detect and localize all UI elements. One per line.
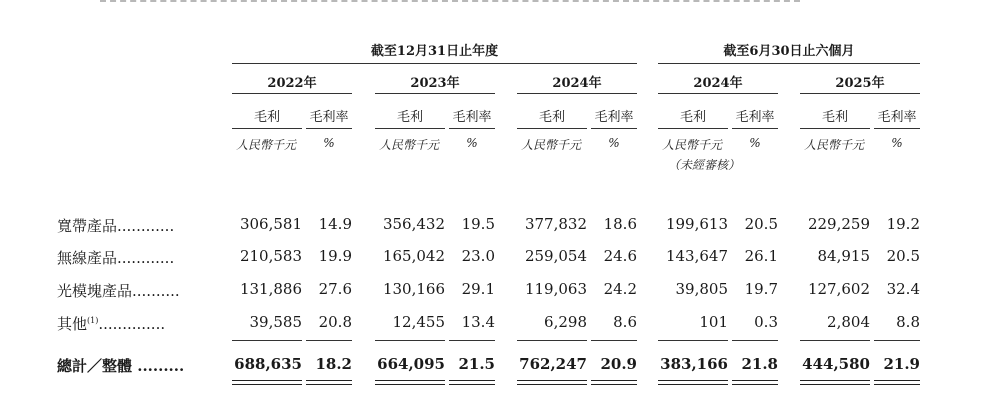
year-header: 2025年 bbox=[835, 76, 885, 91]
gp-header: 毛利 bbox=[821, 110, 848, 125]
gross-margin-cell: 18.6 bbox=[603, 215, 637, 233]
col-header-rule bbox=[232, 128, 302, 129]
gross-profit-cell: 377,832 bbox=[524, 215, 587, 233]
gross-profit-cell: 306,581 bbox=[239, 215, 302, 233]
gross-margin-cell: 19.7 bbox=[744, 280, 778, 298]
gross-margin-cell: 8.8 bbox=[896, 313, 920, 331]
col-header-rule bbox=[591, 128, 637, 129]
gross-profit-cell: 12,455 bbox=[392, 313, 445, 331]
gross-margin-cell: 20.8 bbox=[318, 313, 352, 331]
total-row-label bbox=[57, 355, 184, 376]
year-header: 2024年 bbox=[552, 76, 602, 91]
unit-rmb: 人民幣千元 bbox=[520, 138, 581, 152]
row-label-text: 無線產品............ bbox=[57, 249, 175, 267]
gross-margin-cell: 19.2 bbox=[886, 215, 920, 233]
gross-profit-cell: 130,166 bbox=[382, 280, 445, 298]
subtotal-rule bbox=[591, 340, 637, 341]
total-double-rule bbox=[732, 380, 778, 385]
gross-margin-cell: 21.8 bbox=[741, 355, 778, 373]
gross-profit-cell: 199,613 bbox=[665, 215, 728, 233]
gross-profit-cell: 143,647 bbox=[665, 247, 728, 265]
annual-group-rule bbox=[232, 63, 637, 64]
footnote-marker: (1) bbox=[87, 316, 99, 325]
col-header-rule bbox=[800, 128, 870, 129]
year-rule bbox=[517, 93, 637, 94]
gross-profit-cell: 444,580 bbox=[802, 355, 870, 373]
gross-profit-cell: 131,886 bbox=[239, 280, 302, 298]
total-double-rule bbox=[306, 380, 352, 385]
col-header-rule bbox=[306, 128, 352, 129]
gross-margin-cell: 8.6 bbox=[613, 313, 637, 331]
subtotal-rule bbox=[306, 340, 352, 341]
subtotal-rule bbox=[375, 340, 445, 341]
row-label bbox=[57, 247, 174, 268]
gross-margin-cell: 19.9 bbox=[318, 247, 352, 265]
row-label-text: 寬帶產品............ bbox=[57, 217, 175, 235]
gross-margin-cell: 26.1 bbox=[744, 247, 778, 265]
gp-header: 毛利 bbox=[679, 110, 706, 125]
gpm-header: 毛利率 bbox=[877, 110, 917, 125]
gross-margin-cell: 20.5 bbox=[744, 215, 778, 233]
gross-margin-cell: 29.1 bbox=[461, 280, 495, 298]
gross-profit-cell: 229,259 bbox=[807, 215, 870, 233]
gross-profit-cell: 165,042 bbox=[382, 247, 445, 265]
subtotal-rule bbox=[732, 340, 778, 341]
total-double-rule bbox=[658, 380, 728, 385]
row-label bbox=[57, 215, 174, 236]
gross-margin-cell: 21.9 bbox=[883, 355, 920, 373]
unit-percent: % bbox=[608, 136, 620, 150]
unit-percent: % bbox=[466, 136, 478, 150]
gross-profit-cell: 383,166 bbox=[660, 355, 728, 373]
row-label-text: 總計／整體 ......... bbox=[57, 357, 185, 375]
gross-profit-cell: 210,583 bbox=[239, 247, 302, 265]
subtotal-rule bbox=[517, 340, 587, 341]
year-rule bbox=[375, 93, 495, 94]
gpm-header: 毛利率 bbox=[594, 110, 634, 125]
gross-margin-cell: 19.5 bbox=[461, 215, 495, 233]
total-double-rule bbox=[232, 380, 302, 385]
year-header: 2022年 bbox=[267, 76, 317, 91]
year-rule bbox=[658, 93, 778, 94]
gp-header: 毛利 bbox=[253, 110, 280, 125]
gross-profit-cell: 6,298 bbox=[544, 313, 587, 331]
year-header: 2023年 bbox=[410, 76, 460, 91]
gross-profit-cell: 688,635 bbox=[234, 355, 302, 373]
total-double-rule bbox=[874, 380, 920, 385]
gross-margin-cell: 13.4 bbox=[461, 313, 495, 331]
gross-profit-cell: 762,247 bbox=[519, 355, 587, 373]
unit-percent: % bbox=[323, 136, 335, 150]
total-double-rule bbox=[591, 380, 637, 385]
gross-margin-cell: 24.2 bbox=[603, 280, 637, 298]
gross-margin-cell: 0.3 bbox=[754, 313, 778, 331]
year-header: 2024年 bbox=[693, 76, 743, 91]
six-month-group-header: 截至6月30日止六個月 bbox=[723, 44, 855, 59]
unit-rmb: 人民幣千元 bbox=[661, 138, 722, 152]
gross-profit-cell: 84,915 bbox=[817, 247, 870, 265]
gross-margin-cell: 18.2 bbox=[315, 355, 352, 373]
gpm-header: 毛利率 bbox=[735, 110, 775, 125]
gp-header: 毛利 bbox=[538, 110, 565, 125]
col-header-rule bbox=[874, 128, 920, 129]
gross-profit-cell: 356,432 bbox=[382, 215, 445, 233]
gp-header: 毛利 bbox=[396, 110, 423, 125]
subtotal-rule bbox=[232, 340, 302, 341]
subtotal-rule bbox=[658, 340, 728, 341]
total-double-rule bbox=[449, 380, 495, 385]
year-rule bbox=[232, 93, 352, 94]
unit-rmb: 人民幣千元 bbox=[378, 138, 439, 152]
subtotal-rule bbox=[800, 340, 870, 341]
year-rule bbox=[800, 93, 920, 94]
six-month-group-rule bbox=[658, 63, 920, 64]
row-label-text: 其他 bbox=[57, 315, 88, 333]
gross-margin-cell: 20.9 bbox=[600, 355, 637, 373]
gpm-header: 毛利率 bbox=[309, 110, 349, 125]
gross-profit-cell: 39,805 bbox=[675, 280, 728, 298]
total-double-rule bbox=[375, 380, 445, 385]
total-double-rule bbox=[517, 380, 587, 385]
annual-group-header: 截至12月31日止年度 bbox=[370, 44, 499, 59]
gross-profit-cell: 127,602 bbox=[807, 280, 870, 298]
gross-margin-cell: 32.4 bbox=[886, 280, 920, 298]
subtotal-rule bbox=[874, 340, 920, 341]
col-header-rule bbox=[449, 128, 495, 129]
gross-profit-cell: 101 bbox=[699, 313, 728, 331]
gpm-header: 毛利率 bbox=[452, 110, 492, 125]
unit-unaudited: （未經審核） bbox=[667, 158, 740, 172]
col-header-rule bbox=[732, 128, 778, 129]
unit-percent: % bbox=[749, 136, 761, 150]
unit-rmb: 人民幣千元 bbox=[803, 138, 864, 152]
col-header-rule bbox=[375, 128, 445, 129]
gross-margin-cell: 27.6 bbox=[318, 280, 352, 298]
gross-margin-cell: 23.0 bbox=[461, 247, 495, 265]
col-header-rule bbox=[658, 128, 728, 129]
leader-dots: .............. bbox=[98, 315, 166, 333]
total-double-rule bbox=[800, 380, 870, 385]
gross-margin-cell: 14.9 bbox=[318, 215, 352, 233]
row-label-text: 光模塊產品.......... bbox=[57, 282, 180, 300]
gross-profit-cell: 2,804 bbox=[827, 313, 870, 331]
subtotal-rule bbox=[449, 340, 495, 341]
unit-percent: % bbox=[891, 136, 903, 150]
gross-profit-cell: 39,585 bbox=[249, 313, 302, 331]
row-label bbox=[57, 313, 165, 334]
gross-margin-cell: 24.6 bbox=[603, 247, 637, 265]
top-dashed-line bbox=[100, 0, 800, 6]
row-label bbox=[57, 280, 180, 301]
unit-rmb: 人民幣千元 bbox=[235, 138, 296, 152]
col-header-rule bbox=[517, 128, 587, 129]
gross-margin-cell: 21.5 bbox=[458, 355, 495, 373]
gross-profit-cell: 259,054 bbox=[524, 247, 587, 265]
gross-margin-cell: 20.5 bbox=[886, 247, 920, 265]
gross-profit-cell: 664,095 bbox=[377, 355, 445, 373]
gross-profit-cell: 119,063 bbox=[524, 280, 587, 298]
